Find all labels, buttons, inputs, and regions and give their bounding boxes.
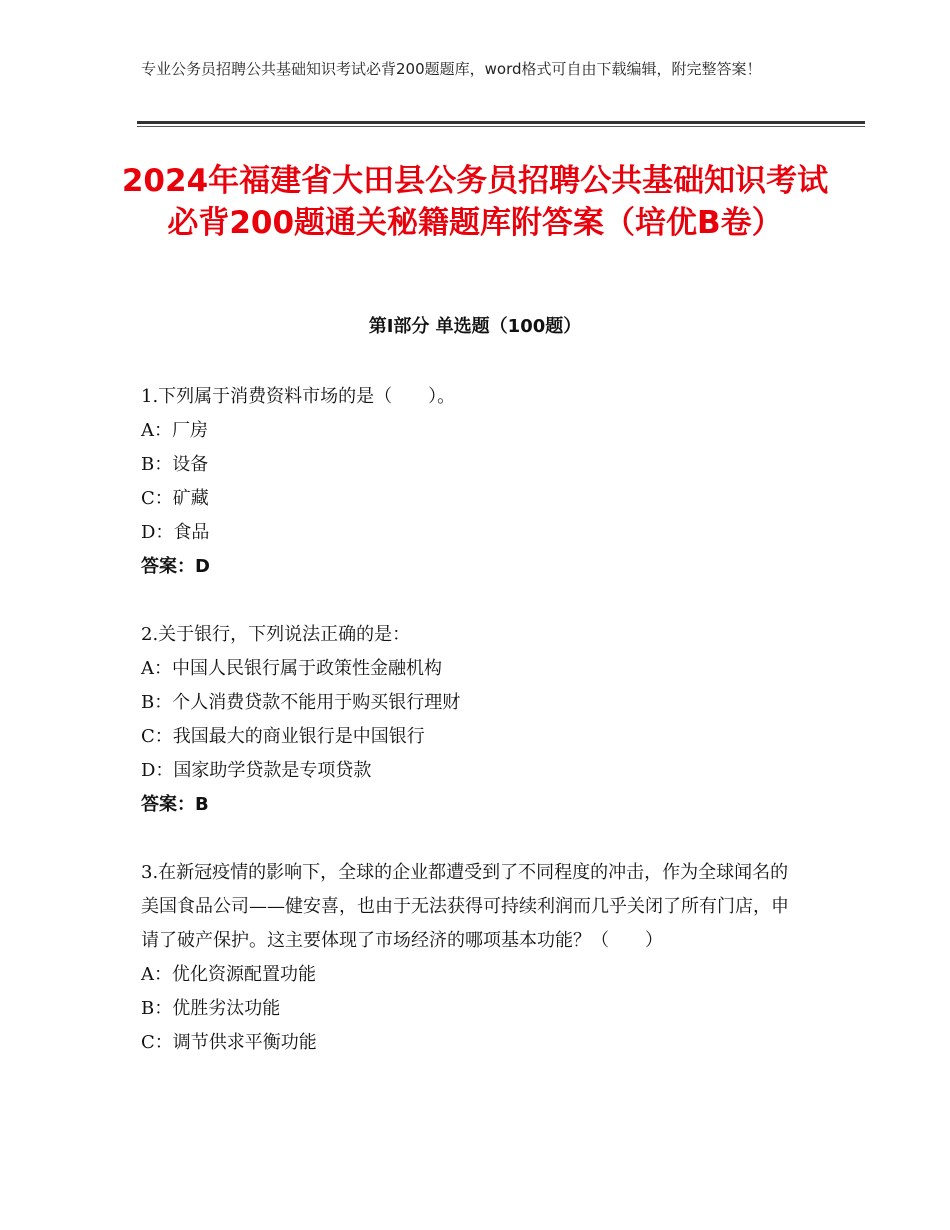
option-c: C：调节供求平衡功能 [141, 1032, 317, 1053]
option-a: A：厂房 [141, 420, 208, 441]
option-b: B：个人消费贷款不能用于购买银行理财 [141, 692, 461, 713]
option-d: D：国家助学贷款是专项贷款 [141, 760, 372, 781]
answer: 答案：D [141, 556, 210, 577]
question-3 [141, 856, 806, 1060]
question-stem: 3.在新冠疫情的影响下，全球的企业都遭受到了不同程度的冲击，作为全球闻名的美国食品公司——健安喜，也由于无法获得可持续利润而几乎关闭了所有门店，申请了破产保护。这主要体现了市场经济的哪项基本功能？（ ） [141, 862, 789, 951]
part-heading: 第Ⅰ部分 单选题（100题） [368, 316, 582, 337]
option-c: C：我国最大的商业银行是中国银行 [141, 726, 425, 747]
question-list [141, 380, 806, 1094]
answer: 答案：B [141, 794, 209, 815]
option-b: B：优胜劣汰功能 [141, 998, 281, 1019]
question-1 [141, 380, 806, 584]
option-a: A：中国人民银行属于政策性金融机构 [141, 658, 442, 679]
option-b: B：设备 [141, 454, 209, 475]
document-title: 2024年福建省大田县公务员招聘公共基础知识考试必背200题通关秘籍题库附答案（培优B卷） [121, 163, 829, 241]
header-rule-thin [137, 126, 865, 127]
option-c: C：矿藏 [141, 488, 209, 509]
option-a: A：优化资源配置功能 [141, 964, 316, 985]
question-2 [141, 618, 806, 822]
question-stem: 2.关于银行，下列说法正确的是： [141, 624, 411, 645]
header-note: 专业公务员招聘公共基础知识考试必背200题题库，word格式可自由下载编辑，附完整答案！ [141, 60, 762, 78]
option-d: D：食品 [141, 522, 210, 543]
header-rule-thick [137, 121, 865, 124]
question-stem: 1.下列属于消费资料市场的是（ ）。 [141, 386, 456, 407]
